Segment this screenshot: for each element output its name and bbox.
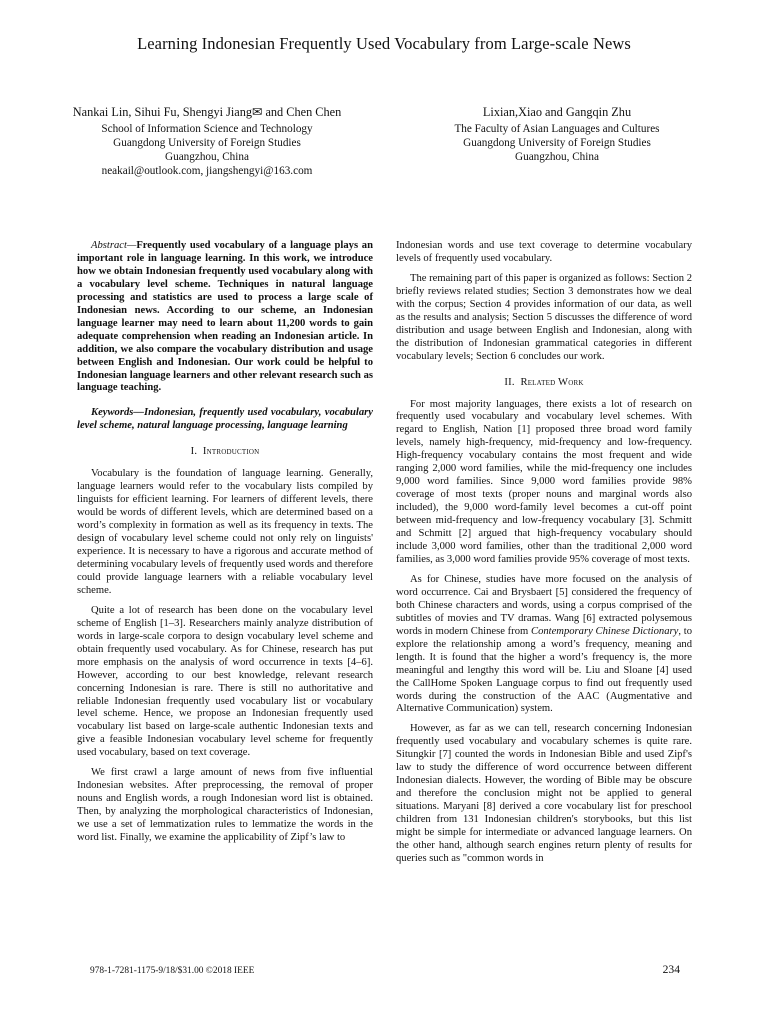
paragraph: However, as far as we can tell, research concerning Indonesian frequently used vocabulary and vocabulary schemes is quite rare. Situngkir [7] counted the words in Indonesian Bible and used Zipf's law to study the difference of word occurrence between different Indonesian dialects. However, the wording of Bible may be obscure and therefore the conclusion might not be applied to general situations. Maryani [8] derived a core vocabulary list for preschool children from 131 Indonesian children's storybooks, but this list might be simple for intermediate or advanced language learners. On the other hand, although search engines return plenty of results for queries such as "common words in [396,723,692,864]
paragraph-text: As for Chinese, studies have more focused on the analysis of word occurrence. Cai and Brysbaert [5] considered the frequency of both Chinese characters and words, using a corpus comprised of the subtitles of movies and TV dramas. Wang [6] extracted polysemous words in modern Chinese from [396,573,692,637]
author-names: Nankai Lin, Sihui Fu, Shengyi Jiang✉ and Chen Chen [72,105,342,119]
affiliation-line: School of Information Science and Technology [101,123,313,135]
affiliation-line: The Faculty of Asian Languages and Cultures [454,123,660,135]
affiliation-line: Guangdong University of Foreign Studies [113,137,301,149]
paragraph: For most majority languages, there exists a lot of research on frequently used vocabulary and vocabulary level schemes. With regard to English, Nation [1] proposed three broad word family levels, namely high-frequency, mid-frequency and low-frequency. High-frequency vocabulary contains the most frequent and wide ranging 2,000 word families, while the mid-frequency one includes 9,000 word families. Since 9,000 word families provide 98% coverage of most texts (proper nouns and marginal words also included), the 9,000 word-family level becomes a cut-off point between mid-frequency and low-frequency vocabulary [3]. Schmitt and Schmitt [2] argued that high-frequency vocabulary should include 3,000 word families, other than the traditional 2,000 word families, as 3,000 word families provide 95% coverage of most texts. [396,398,692,565]
paragraph: The remaining part of this paper is organized as follows: Section 2 briefly reviews related studies; Section 3 demonstrates how we deal with the corpus; Section 4 provides information of our data, as well as the results and analysis; Section 5 discusses the difference of word distribution and usage between English and Indonesian, along with the distribution of Indonesian grammatical categories in different vocabulary levels; Section 6 concludes our work. [396,272,692,362]
author-names: Lixian,Xiao and Gangqin Zhu [482,105,632,119]
page-number: 234 [662,963,680,976]
paragraph [396,574,692,716]
left-column [77,240,373,852]
section-heading-related-work [396,377,692,390]
paragraph: We first crawl a large amount of news from five influential Indonesian websites. After preprocessing, the removal of proper nouns and English words, a rough Indonesian word list is obtained. Then, by analyzing the morphological characteristics of Indonesian, we use a set of lemmatization rules to lemmatize the words in the word list. Finally, we examine the applicability of Zipf’s law to [77,767,373,844]
footer-isbn: 978-1-7281-1175-9/18/$31.00 ©2018 IEEE [90,966,255,976]
affiliation-line: Guangdong University of Foreign Studies [463,137,651,149]
section-name: Related Work [520,376,584,388]
affiliation-line: Guangzhou, China [515,151,599,163]
right-column [396,240,692,873]
abstract-text: Frequently used vocabulary of a language plays an important role in language learning. In this work, we introduce how we obtain Indonesian frequently used vocabulary along with a vocabulary level scheme. Techniques in natural language processing and statistics are used to process a large scale of Indonesian news. According to our scheme, an Indonesian language learner may need to learn about 11,200 words to gain adequate comprehension when reading an Indonesian article. In addition, we also compare the vocabulary distribution and usage between English and Indonesian. Our work could be helpful to Indonesian language learners and other relevant research such as language teaching. [77,240,373,394]
keywords [77,407,373,433]
author-block-right [412,104,702,164]
abstract-label: Abstract— [91,240,137,251]
section-number: II. [504,376,515,388]
book-title: Contemporary Chinese Dictionary [531,625,679,637]
affiliation-line: Guangzhou, China [165,151,249,163]
paragraph-continued: Indonesian words and use text coverage to determine vocabulary levels of frequently used vocabulary. [396,240,692,264]
keywords-text: Indonesian, frequently used vocabulary, vocabulary level scheme, natural language processing, language learning [77,407,373,432]
paragraph-text: , to explore the relationship among a word’s frequency, meaning and length. It is found that the higher a word’s frequency is, the more meaningful and lengthy this word will be. Liu and Sloane [4] used the CallHome Spoken Language corpus to find out frequently used words during the construction of the AAC (Augmentative and Alternative Communication) system. [396,625,692,715]
section-heading-introduction [77,446,373,459]
paper-title: Learning Indonesian Frequently Used Vocabulary from Large-scale News [137,34,631,53]
section-number: I. [190,446,198,458]
paragraph: Quite a lot of research has been done on the vocabulary level scheme of English [1–3]. Researchers mainly analyze distribution of words in large-scale corpora to design vocabulary level scheme and obtain frequently used vocabulary. As for Chinese, research has put more emphasis on the analysis of word occurrence in texts [4–6]. However, according to our best knowledge, relevant research concerning Indonesian is rare. There is still no authoritative and reliable Indonesian frequently used vocabulary list or vocabulary level scheme. Hence, we propose an Indonesian frequently used vocabulary list based on large-scale authentic Indonesian texts and give a feasible Indonesian vocabulary level scheme for frequently used vocabulary, based on text coverage. [77,604,373,759]
author-block-left [62,104,352,178]
abstract [77,240,373,395]
section-name: Introduction [202,446,260,458]
author-email: neakail@outlook.com, jiangshengyi@163.com [101,165,313,177]
paragraph: Vocabulary is the foundation of language learning. Generally, language learners would refer to the vocabulary lists compiled by linguists for efficient learning. For learners of different levels, there would be words of different levels, which are determined based on a word’s complexity in formation as well as its frequency in texts. The design of vocabulary level scheme could not only rely on linguists' experience. It is necessary to have a rigorous and accurate method of determining vocabulary levels of frequently used words and therefore could provide language learners with a reliable vocabulary level scheme. [77,468,373,596]
keywords-label: Keywords— [91,407,144,419]
